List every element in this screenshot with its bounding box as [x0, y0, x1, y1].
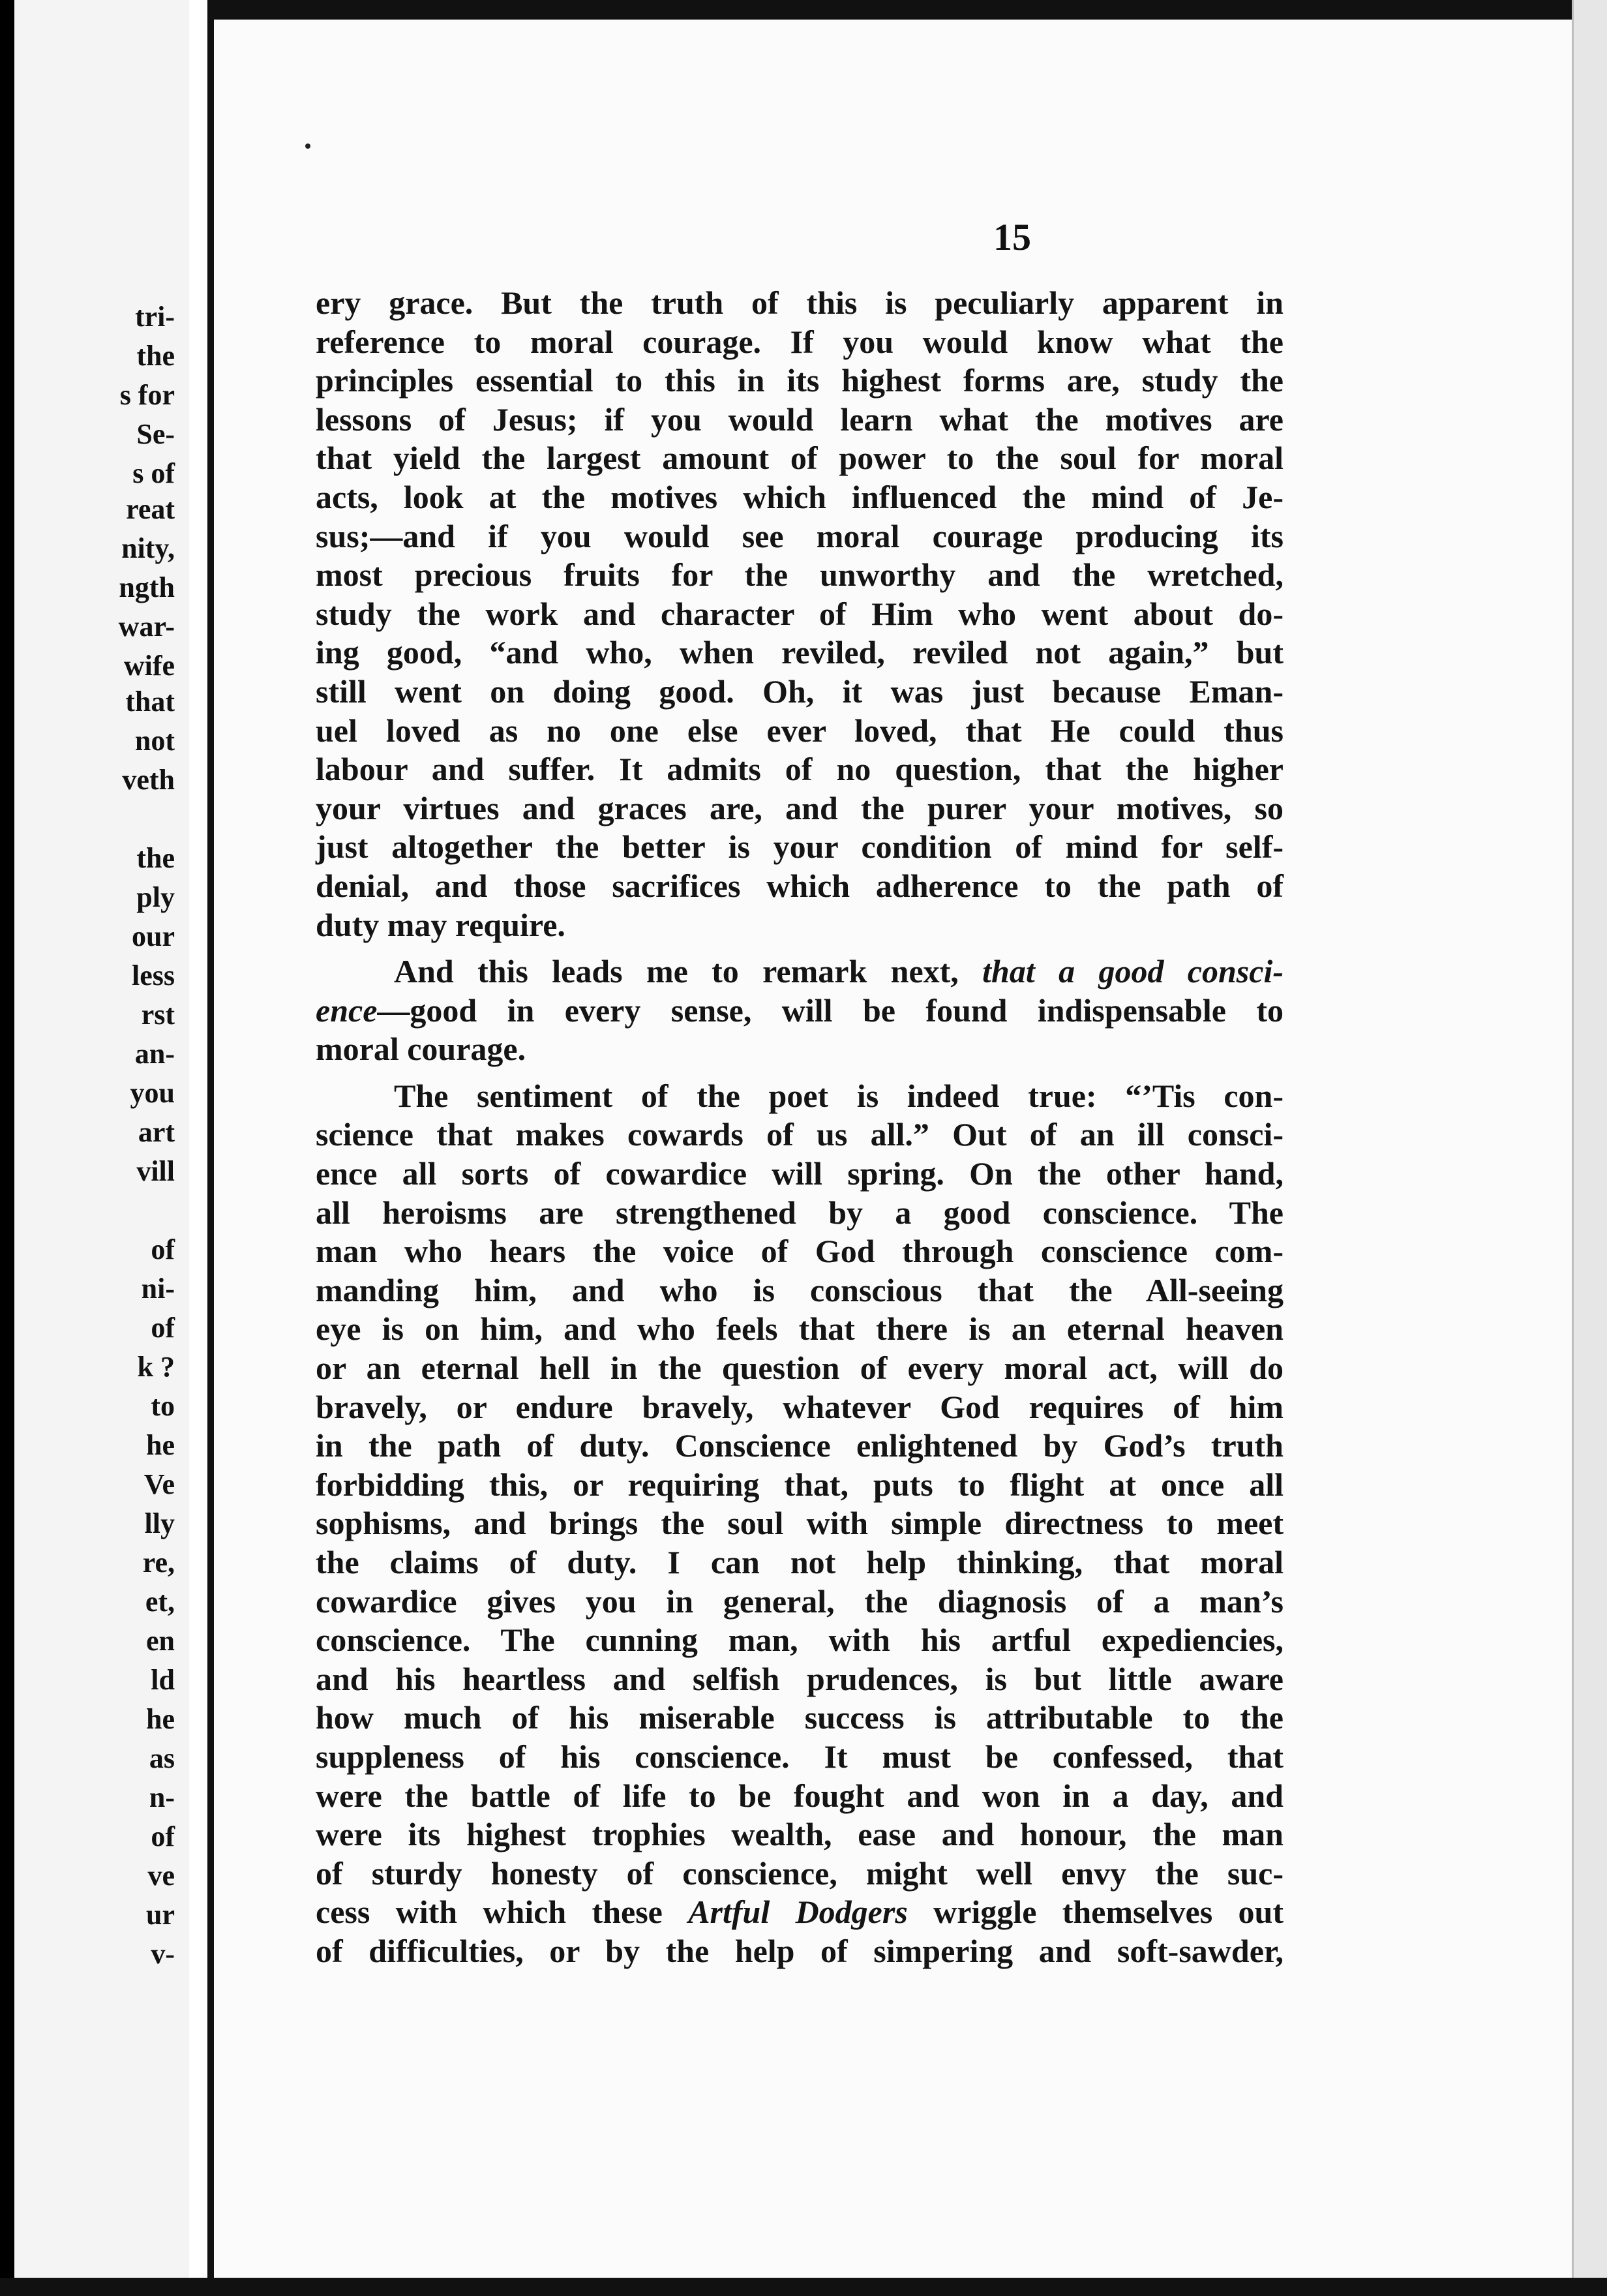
previous-page-text: he	[146, 1703, 175, 1735]
previous-page-text: rst	[141, 999, 175, 1031]
previous-page-text: k ?	[137, 1351, 175, 1383]
text-line: and his heartless and selfish prudences, is but little aware	[316, 1660, 1284, 1697]
text-line: how much of his miserable success is attributable to the	[316, 1699, 1284, 1736]
text-line: lessons of Jesus; if you would learn what the motives are	[316, 400, 1284, 438]
text-line: your virtues and graces are, and the purer your motives, so	[316, 789, 1284, 826]
previous-page-text: nity,	[121, 532, 175, 564]
previous-page-text: that	[125, 686, 175, 718]
text-line: of difficulties, or by the help of simpering and soft-sawder,	[316, 1932, 1284, 1969]
previous-page-text: en	[146, 1625, 175, 1657]
previous-page-text: wife	[123, 650, 175, 682]
previous-page-text: et,	[145, 1586, 175, 1618]
text-line: reference to moral courage. If you would know what the	[316, 323, 1284, 360]
page-body-text	[316, 284, 1284, 1971]
previous-page-text: you	[130, 1077, 175, 1109]
scan-bottom-border	[0, 2278, 1607, 2296]
previous-page-text: re,	[142, 1547, 175, 1578]
text-line: moral courage.	[316, 1031, 526, 1068]
text-line: sus;—and if you would see moral courage producing its	[316, 517, 1284, 554]
previous-page-text: vill	[136, 1155, 175, 1187]
text-line: ery grace. But the truth of this is peculiarly apparent in	[316, 284, 1284, 321]
previous-page-text: reat	[126, 493, 175, 525]
text-line: principles essential to this in its highest forms are, study the	[316, 362, 1284, 399]
previous-page-text: ld	[151, 1664, 175, 1696]
text-line: that yield the largest amount of power to the soul for moral	[316, 440, 1284, 477]
previous-page-text: art	[138, 1116, 175, 1148]
previous-page-text: v-	[151, 1938, 175, 1970]
text-line: suppleness of his conscience. It must be confessed, that	[316, 1738, 1284, 1775]
text-line: science that makes cowards of us all.” Out of an ill consci-	[316, 1116, 1284, 1153]
previous-page-text: of	[151, 1820, 175, 1852]
text-line: labour and suffer. It admits of no question, that the higher	[316, 751, 1284, 788]
text-line: And this leads me to remark next, that a good consci-	[394, 953, 1284, 990]
previous-page-text: of	[151, 1312, 175, 1344]
text-line: man who hears the voice of God through conscience com-	[316, 1233, 1284, 1270]
previous-page-text: the	[136, 842, 175, 874]
text-line: bravely, or endure bravely, whatever God requires of him	[316, 1388, 1284, 1425]
text-line: uel loved as no one else ever loved, that He could thus	[316, 712, 1284, 749]
text-line: in the path of duty. Conscience enlightened by God’s truth	[316, 1427, 1284, 1464]
previous-page-text: he	[146, 1429, 175, 1461]
previous-page-text: not	[134, 725, 175, 757]
previous-page-text: s of	[132, 457, 175, 489]
text-line: or an eternal hell in the question of every moral act, will do	[316, 1350, 1284, 1387]
previous-page-text: tri-	[134, 301, 175, 333]
text-line: duty may require.	[316, 906, 565, 943]
page-number: 15	[993, 216, 1031, 258]
paragraph-2	[316, 952, 1284, 1069]
page-right-edge	[1572, 0, 1607, 2296]
text-line: all heroisms are strengthened by a good conscience. The	[316, 1194, 1284, 1231]
previous-page-text: s for	[119, 379, 175, 411]
text-line: most precious fruits for the unworthy and the wretched,	[316, 556, 1284, 594]
previous-page-text: ngth	[119, 571, 175, 603]
text-line: acts, look at the motives which influenced the mind of Je-	[316, 478, 1284, 515]
previous-page-text: Se-	[136, 418, 175, 450]
book-gutter	[189, 0, 207, 2296]
scan-left-border	[0, 0, 14, 2296]
previous-page-text: lly	[144, 1507, 175, 1539]
previous-page-text: ni-	[141, 1273, 175, 1305]
previous-page-text: veth	[122, 764, 175, 796]
previous-page-text: n-	[149, 1781, 175, 1813]
previous-page-text: ve	[147, 1860, 175, 1892]
paragraph-3	[316, 1077, 1284, 1971]
previous-page-text: of	[151, 1233, 175, 1265]
text-line: ence all sorts of cowardice will spring. On the other hand,	[316, 1155, 1284, 1192]
text-line: the claims of duty. I can not help thinking, that moral	[316, 1544, 1284, 1580]
text-line: eye is on him, and who feels that there is an eternal heaven	[316, 1310, 1284, 1348]
previous-page-text: the	[136, 340, 175, 372]
text-line: manding him, and who is conscious that the All-seeing	[316, 1271, 1284, 1308]
text-line: The sentiment of the poet is indeed true: “’Tis con-	[394, 1077, 1284, 1114]
text-line: forbidding this, or requiring that, puts to flight at once all	[316, 1466, 1284, 1503]
text-line: cowardice gives you in general, the diagnosis of a man’s	[316, 1582, 1284, 1620]
previous-page-text: Ve	[143, 1468, 175, 1500]
text-line: still went on doing good. Oh, it was just because Eman-	[316, 672, 1284, 710]
text-line: denial, and those sacrifices which adherence to the path of	[316, 867, 1284, 904]
previous-page-text: to	[151, 1390, 175, 1422]
text-line: just altogether the better is your condition of mind for self-	[316, 828, 1284, 866]
text-line: were the battle of life to be fought and won in a day, and	[316, 1777, 1284, 1814]
paragraph-1	[316, 284, 1284, 944]
gutter-shadow	[207, 0, 214, 2296]
previous-page-text: an-	[134, 1038, 175, 1070]
text-line: conscience. The cunning man, with his artful expediencies,	[316, 1622, 1284, 1659]
text-line: ing good, “and who, when reviled, reviled not again,” but	[316, 634, 1284, 671]
text-line: study the work and character of Him who went about do-	[316, 595, 1284, 632]
previous-page-text: our	[132, 920, 175, 952]
previous-page-text: war-	[118, 611, 175, 642]
text-line: ence—good in every sense, will be found indispensable to	[316, 991, 1284, 1029]
previous-page-text: as	[149, 1742, 175, 1774]
scan-top-border	[214, 0, 1572, 20]
text-line: of sturdy honesty of conscience, might well envy the suc-	[316, 1854, 1284, 1892]
text-line: cess with which these Artful Dodgers wriggle themselves out	[316, 1894, 1284, 1931]
previous-page-text: ur	[146, 1899, 175, 1931]
previous-page-text: less	[132, 959, 175, 991]
text-line: were its highest trophies wealth, ease and honour, the man	[316, 1816, 1284, 1853]
previous-page-fragment	[0, 0, 189, 2296]
previous-page-text: ply	[136, 881, 175, 913]
text-line: sophisms, and brings the soul with simple directness to meet	[316, 1505, 1284, 1542]
ink-speck	[305, 144, 310, 149]
